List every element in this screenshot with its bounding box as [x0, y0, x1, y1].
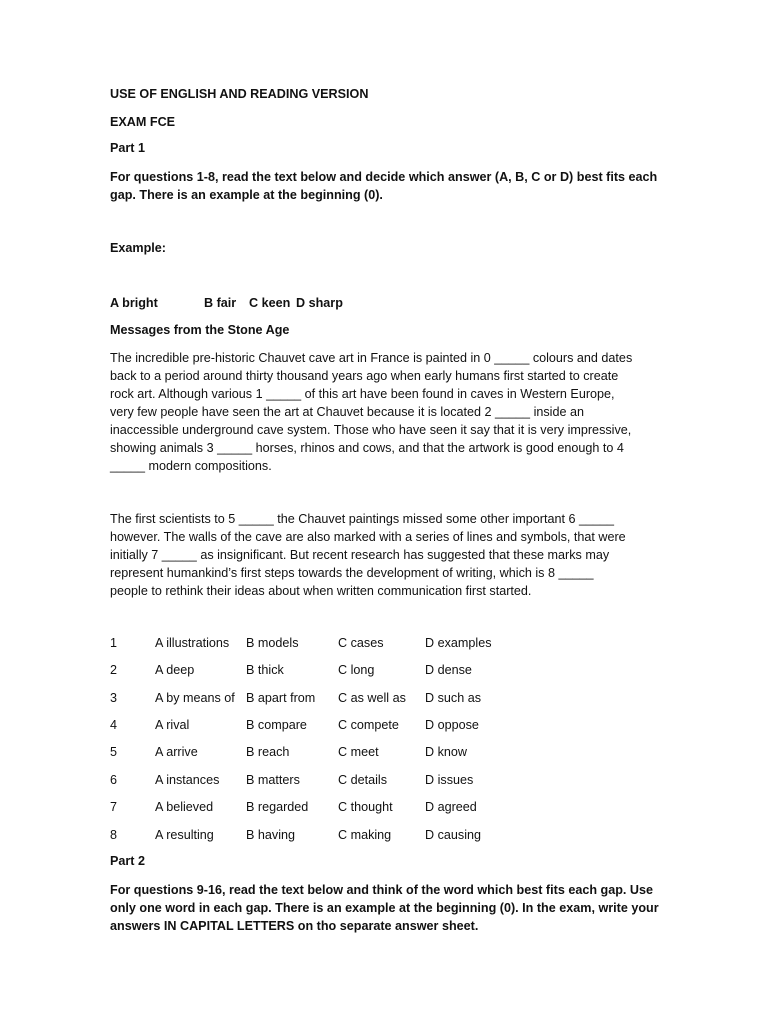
- document-title: USE OF ENGLISH AND READING VERSION: [110, 87, 369, 101]
- example-option-d: D sharp: [296, 296, 343, 310]
- part1-heading: Part 1: [110, 141, 146, 155]
- passage-line: The first scientists to 5 _____ the Chauvet paintings missed some other important 6 _____: [110, 512, 615, 526]
- exam-label: EXAM FCE: [110, 115, 176, 129]
- option-d: D examples: [425, 636, 492, 650]
- question-options-row: [110, 773, 670, 791]
- option-b: B apart from: [246, 691, 316, 705]
- option-d: D agreed: [425, 800, 477, 814]
- option-b: B models: [246, 636, 299, 650]
- option-d: D issues: [425, 773, 474, 787]
- option-d: D dense: [425, 663, 472, 677]
- option-c: C thought: [338, 800, 393, 814]
- passage-line: inaccessible underground cave system. Those who have seen it say that it is very impressive,: [110, 423, 632, 437]
- option-a: A believed: [155, 800, 214, 814]
- option-c: C details: [338, 773, 387, 787]
- question-number: 1: [110, 636, 118, 650]
- question-number: 5: [110, 745, 118, 759]
- option-b: B regarded: [246, 800, 309, 814]
- example-option-b: B fair: [204, 296, 237, 310]
- part2-heading: Part 2: [110, 854, 146, 868]
- question-number: 2: [110, 663, 118, 677]
- example-option-c: C keen: [249, 296, 291, 310]
- instruction-line: gap. There is an example at the beginning (0).: [110, 188, 383, 202]
- option-a: A deep: [155, 663, 195, 677]
- instruction-line: answers IN CAPITAL LETTERS on tho separate answer sheet.: [110, 919, 479, 933]
- question-options-row: [110, 691, 670, 709]
- instruction-line: only one word in each gap. There is an example at the beginning (0). In the exam, write your: [110, 901, 659, 915]
- option-d: D such as: [425, 691, 481, 705]
- option-c: C meet: [338, 745, 379, 759]
- passage-paragraph-1: [110, 349, 650, 475]
- option-b: B matters: [246, 773, 300, 787]
- question-options-row: [110, 636, 670, 654]
- option-a: A by means of: [155, 691, 235, 705]
- option-c: C as well as: [338, 691, 406, 705]
- option-d: D causing: [425, 828, 482, 842]
- question-options-row: [110, 828, 670, 846]
- passage-line: initially 7 _____ as insignificant. But recent research has suggested that these marks may: [110, 548, 610, 562]
- passage-line: back to a period around thirty thousand years ago when early humans first started to create: [110, 369, 619, 383]
- option-c: C making: [338, 828, 392, 842]
- example-label: Example:: [110, 241, 166, 255]
- question-options-row: [110, 800, 670, 818]
- passage-line: rock art. Although various 1 _____ of this art have been found in caves in Western Europe,: [110, 387, 615, 401]
- option-b: B reach: [246, 745, 290, 759]
- question-number: 4: [110, 718, 118, 732]
- option-a: A arrive: [155, 745, 198, 759]
- option-a: A instances: [155, 773, 220, 787]
- option-d: D oppose: [425, 718, 479, 732]
- question-options-row: [110, 718, 670, 736]
- option-a: A illustrations: [155, 636, 230, 650]
- option-c: C cases: [338, 636, 384, 650]
- passage-paragraph-2: [110, 510, 650, 600]
- passage-line: however. The walls of the cave are also marked with a series of lines and symbols, that were: [110, 530, 626, 544]
- passage-line: people to rethink their ideas about when written communication first started.: [110, 584, 532, 598]
- part1-instructions: [110, 168, 658, 204]
- part2-instructions: [110, 881, 659, 935]
- example-options: [110, 296, 670, 314]
- question-number: 3: [110, 691, 118, 705]
- option-c: C long: [338, 663, 375, 677]
- option-c: C compete: [338, 718, 399, 732]
- question-options-row: [110, 745, 670, 763]
- option-a: A rival: [155, 718, 190, 732]
- passage-line: represent humankind’s first steps towards the development of writing, which is 8 _____: [110, 566, 594, 580]
- document-page: [110, 0, 670, 1024]
- option-d: D know: [425, 745, 467, 759]
- option-b: B thick: [246, 663, 284, 677]
- question-number: 7: [110, 800, 118, 814]
- example-option-a: A bright: [110, 296, 158, 310]
- instruction-line: For questions 1-8, read the text below and decide which answer (A, B, C or D) best fits each: [110, 170, 658, 184]
- passage-line: _____ modern compositions.: [110, 459, 272, 473]
- question-number: 6: [110, 773, 118, 787]
- option-b: B having: [246, 828, 296, 842]
- question-options-row: [110, 663, 670, 681]
- passage-line: The incredible pre-historic Chauvet cave art in France is painted in 0 _____ colours and dates: [110, 351, 633, 365]
- text-title: Messages from the Stone Age: [110, 323, 290, 337]
- option-b: B compare: [246, 718, 307, 732]
- passage-line: very few people have seen the art at Chauvet because it is located 2 _____ inside an: [110, 405, 584, 419]
- option-a: A resulting: [155, 828, 214, 842]
- question-number: 8: [110, 828, 118, 842]
- passage-line: showing animals 3 _____ horses, rhinos and cows, and that the artwork is good enough to 4: [110, 441, 624, 455]
- instruction-line: For questions 9-16, read the text below and think of the word which best fits each gap. Use: [110, 883, 654, 897]
